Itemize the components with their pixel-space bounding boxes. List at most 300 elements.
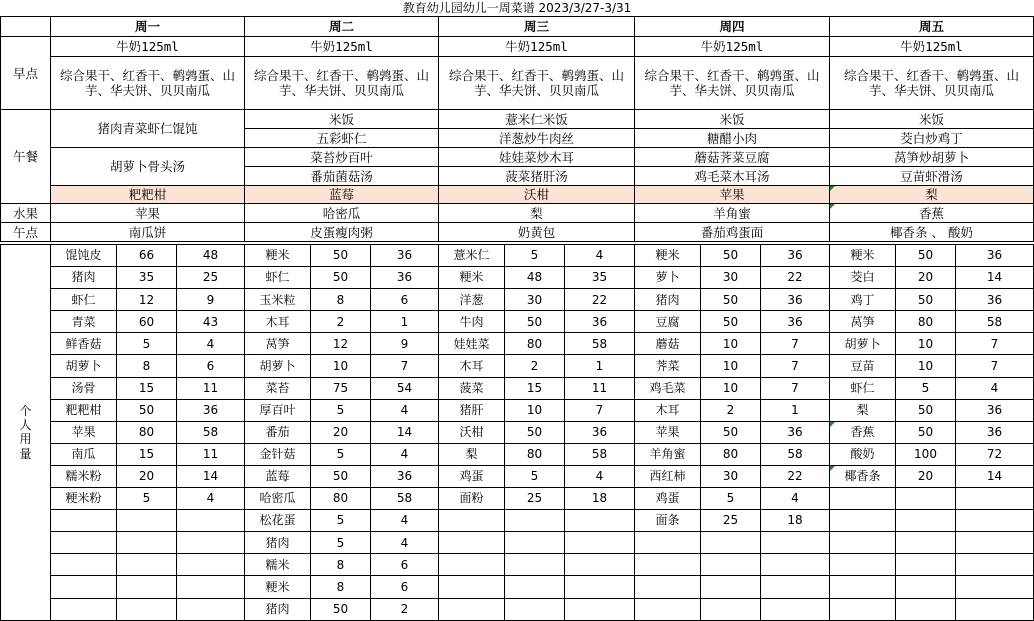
- milk-thu: 牛奶125ml: [635, 37, 830, 57]
- ingredient-thu: 鸡蛋: [635, 488, 701, 510]
- amount-a-thu: 10: [701, 333, 761, 355]
- ingredient-tue: 猪肉: [245, 532, 311, 554]
- ingredient-fri: 酸奶: [830, 443, 896, 465]
- amounts-label: [1, 245, 51, 621]
- amount-a-thu: 10: [701, 355, 761, 377]
- amount-b-fri: 14: [956, 465, 1034, 487]
- ingredient-fri: 茭白: [830, 267, 896, 289]
- amount-row: [1, 421, 1034, 443]
- amount-b-mon: [177, 598, 245, 620]
- amount-b-thu: 1: [761, 399, 830, 421]
- ingredient-mon: [51, 510, 117, 532]
- amount-b-mon: 36: [177, 399, 245, 421]
- ingredient-mon: 苹果: [51, 421, 117, 443]
- amount-b-mon: 14: [177, 465, 245, 487]
- breakfast-tue: 综合果干、红香干、鹌鹑蛋、山芋、华夫饼、贝贝南瓜: [245, 57, 439, 110]
- ingredient-fri: 椰香条: [830, 465, 896, 487]
- day-header-wed: 周三: [439, 17, 635, 37]
- ingredient-wed: 猪肝: [439, 399, 505, 421]
- ingredient-thu: 木耳: [635, 399, 701, 421]
- breakfast-thu: 综合果干、红香干、鹌鹑蛋、山芋、华夫饼、贝贝南瓜: [635, 57, 830, 110]
- lunch-wed-4: 菠菜猪肝汤: [439, 167, 635, 186]
- ingredient-fri: 虾仁: [830, 377, 896, 399]
- amount-b-wed: [565, 532, 635, 554]
- lunch-tue-3: 菜苔炒百叶: [245, 148, 439, 167]
- amount-a-mon: 60: [117, 311, 177, 333]
- amount-b-fri: 7: [956, 355, 1034, 377]
- page-title: 教育幼儿园幼儿一周菜谱 2023/3/27-3/31: [402, 1, 632, 15]
- ingredient-thu: [635, 532, 701, 554]
- amount-a-mon: 80: [117, 421, 177, 443]
- snack-thu: 番茄鸡蛋面: [635, 223, 830, 242]
- amount-b-tue: 4: [371, 399, 439, 421]
- amount-a-fri: 50: [896, 245, 956, 267]
- amount-row: [1, 532, 1034, 554]
- ingredient-mon: 糯米粉: [51, 465, 117, 487]
- amount-b-thu: 36: [761, 311, 830, 333]
- amount-row: [1, 488, 1034, 510]
- amount-b-wed: 58: [565, 333, 635, 355]
- ingredient-tue: 莴笋: [245, 333, 311, 355]
- amount-a-fri: 100: [896, 443, 956, 465]
- amount-b-mon: [177, 510, 245, 532]
- lunch-tue-4: 番茄菌菇汤: [245, 167, 439, 186]
- amount-b-fri: [956, 532, 1034, 554]
- amounts-label-char: 用: [19, 432, 32, 447]
- amount-b-tue: 4: [371, 532, 439, 554]
- ingredient-mon: [51, 598, 117, 620]
- amount-row: [1, 311, 1034, 333]
- ingredient-mon: [51, 576, 117, 598]
- ingredient-fri: 梨: [830, 399, 896, 421]
- ingredient-tue: 金针菇: [245, 443, 311, 465]
- amount-a-tue: 5: [311, 443, 371, 465]
- lunch-mon-1: 猪肉青菜虾仁馄饨: [51, 110, 245, 148]
- ingredient-thu: [635, 554, 701, 576]
- lunch-thu-3: 蘑菇荠菜豆腐: [635, 148, 830, 167]
- amount-b-wed: 11: [565, 377, 635, 399]
- lunch-mon-2: 胡萝卜骨头汤: [51, 148, 245, 186]
- amount-b-mon: 25: [177, 267, 245, 289]
- amount-a-tue: 12: [311, 333, 371, 355]
- amount-b-wed: 7: [565, 399, 635, 421]
- ingredient-tue: 猪肉: [245, 598, 311, 620]
- ingredient-tue: 虾仁: [245, 267, 311, 289]
- lunch-fri-2: 茭白炒鸡丁: [830, 129, 1034, 148]
- amount-b-fri: [956, 576, 1034, 598]
- breakfast-label: 早点: [1, 37, 51, 110]
- meals-table: [0, 36, 1034, 242]
- amount-a-fri: [896, 598, 956, 620]
- ingredient-fri: 胡萝卜: [830, 333, 896, 355]
- amount-b-thu: 36: [761, 421, 830, 443]
- amounts-label-char: 量: [19, 446, 32, 461]
- amount-row: [1, 554, 1034, 576]
- amount-b-mon: 4: [177, 488, 245, 510]
- ingredient-tue: 番茄: [245, 421, 311, 443]
- amount-a-wed: 5: [505, 245, 565, 267]
- amount-b-tue: 9: [371, 333, 439, 355]
- lunch-label: 午餐: [1, 110, 51, 204]
- amount-a-mon: [117, 554, 177, 576]
- ingredient-fri: [830, 576, 896, 598]
- fruit-thu: 羊角蜜: [635, 204, 830, 223]
- ingredient-tue: 粳米: [245, 245, 311, 267]
- ingredient-fri: 豆苗: [830, 355, 896, 377]
- lunch-fri-3: 莴笋炒胡萝卜: [830, 148, 1034, 167]
- ingredient-thu: 猪肉: [635, 289, 701, 311]
- amount-a-tue: 5: [311, 399, 371, 421]
- amount-row: [1, 267, 1034, 289]
- amount-b-thu: 22: [761, 465, 830, 487]
- ingredient-fri: 香蕉: [830, 421, 896, 443]
- amount-b-tue: 58: [371, 488, 439, 510]
- snack-label: 午点: [1, 223, 51, 242]
- lunch-wed-2: 洋葱炒牛肉丝: [439, 129, 635, 148]
- amount-b-wed: 1: [565, 355, 635, 377]
- amount-b-thu: 36: [761, 245, 830, 267]
- ingredient-tue: 蓝莓: [245, 465, 311, 487]
- amount-b-fri: 72: [956, 443, 1034, 465]
- ingredient-mon: 粑粑柑: [51, 399, 117, 421]
- amount-b-tue: 36: [371, 245, 439, 267]
- day-header-table: [0, 16, 1034, 37]
- fruit-label: 水果: [1, 204, 51, 223]
- corner-cell: [1, 17, 51, 37]
- amounts-table: [0, 244, 1034, 621]
- amount-a-wed: 48: [505, 267, 565, 289]
- amount-b-thu: 7: [761, 377, 830, 399]
- ingredient-fri: [830, 532, 896, 554]
- day-header-tue: 周二: [245, 17, 439, 37]
- amount-row: [1, 443, 1034, 465]
- amount-a-tue: 10: [311, 355, 371, 377]
- amount-a-wed: 10: [505, 399, 565, 421]
- amount-a-thu: 50: [701, 289, 761, 311]
- lunch-fri-1: 米饭: [830, 110, 1034, 129]
- amount-b-fri: 7: [956, 333, 1034, 355]
- amount-a-tue: 5: [311, 510, 371, 532]
- lunch-fruit-mon: 粑粑柑: [51, 186, 245, 204]
- ingredient-wed: 木耳: [439, 355, 505, 377]
- amount-a-tue: 8: [311, 576, 371, 598]
- amount-a-thu: 50: [701, 311, 761, 333]
- amount-a-mon: 5: [117, 333, 177, 355]
- amount-b-wed: 22: [565, 289, 635, 311]
- amount-a-tue: 2: [311, 311, 371, 333]
- lunch-fruit-thu: 苹果: [635, 186, 830, 204]
- amount-a-fri: 10: [896, 355, 956, 377]
- ingredient-wed: [439, 554, 505, 576]
- lunch-thu-2: 糖醋小肉: [635, 129, 830, 148]
- amount-b-fri: 36: [956, 399, 1034, 421]
- ingredient-wed: 面粉: [439, 488, 505, 510]
- amount-a-thu: 5: [701, 488, 761, 510]
- ingredient-fri: [830, 598, 896, 620]
- ingredient-tue: 玉米粒: [245, 289, 311, 311]
- amount-b-fri: [956, 488, 1034, 510]
- amount-a-wed: 50: [505, 311, 565, 333]
- amount-b-wed: 36: [565, 421, 635, 443]
- ingredient-fri: [830, 510, 896, 532]
- amount-a-mon: 5: [117, 488, 177, 510]
- amount-a-fri: 80: [896, 311, 956, 333]
- amount-a-thu: [701, 576, 761, 598]
- amount-a-wed: 25: [505, 488, 565, 510]
- amount-b-mon: 48: [177, 245, 245, 267]
- ingredient-fri: [830, 554, 896, 576]
- amount-b-mon: [177, 576, 245, 598]
- amount-a-fri: 50: [896, 399, 956, 421]
- amount-row: [1, 377, 1034, 399]
- milk-fri: 牛奶125ml: [830, 37, 1034, 57]
- amount-b-thu: [761, 532, 830, 554]
- ingredient-thu: 西红柿: [635, 465, 701, 487]
- amount-a-wed: [505, 510, 565, 532]
- ingredient-mon: 南瓜: [51, 443, 117, 465]
- fruit-mon: 苹果: [51, 204, 245, 223]
- amount-a-thu: 50: [701, 245, 761, 267]
- amount-row: [1, 333, 1034, 355]
- amount-a-thu: [701, 532, 761, 554]
- ingredient-wed: 牛肉: [439, 311, 505, 333]
- ingredient-mon: [51, 554, 117, 576]
- amount-a-tue: 75: [311, 377, 371, 399]
- amount-a-tue: 20: [311, 421, 371, 443]
- amount-b-mon: 58: [177, 421, 245, 443]
- amount-a-mon: 15: [117, 443, 177, 465]
- amount-b-fri: 4: [956, 377, 1034, 399]
- breakfast-wed: 综合果干、红香干、鹌鹑蛋、山芋、华夫饼、贝贝南瓜: [439, 57, 635, 110]
- amount-a-wed: 80: [505, 333, 565, 355]
- ingredient-fri: 粳米: [830, 245, 896, 267]
- snack-wed: 奶黄包: [439, 223, 635, 242]
- milk-wed: 牛奶125ml: [439, 37, 635, 57]
- amount-a-wed: 5: [505, 465, 565, 487]
- ingredient-tue: 松花蛋: [245, 510, 311, 532]
- ingredient-mon: 猪肉: [51, 267, 117, 289]
- ingredient-mon: 粳米粉: [51, 488, 117, 510]
- ingredient-mon: 鲜香菇: [51, 333, 117, 355]
- amount-row: [1, 510, 1034, 532]
- lunch-fruit-wed: 沃柑: [439, 186, 635, 204]
- ingredient-mon: 馄饨皮: [51, 245, 117, 267]
- ingredient-tue: 厚百叶: [245, 399, 311, 421]
- amount-b-tue: 6: [371, 554, 439, 576]
- amount-a-fri: 50: [896, 289, 956, 311]
- amount-b-thu: [761, 554, 830, 576]
- amount-a-mon: [117, 510, 177, 532]
- amount-b-mon: 11: [177, 443, 245, 465]
- amount-b-mon: [177, 554, 245, 576]
- ingredient-wed: 娃娃菜: [439, 333, 505, 355]
- lunch-tue-1: 米饭: [245, 110, 439, 129]
- amount-b-tue: 36: [371, 267, 439, 289]
- amount-a-thu: 80: [701, 443, 761, 465]
- ingredient-wed: 薏米仁: [439, 245, 505, 267]
- amounts-label-char: 人: [19, 417, 32, 432]
- day-header-mon: 周一: [51, 17, 245, 37]
- amount-a-fri: [896, 488, 956, 510]
- ingredient-thu: 苹果: [635, 421, 701, 443]
- ingredient-tue: 菜苔: [245, 377, 311, 399]
- ingredient-tue: 胡萝卜: [245, 355, 311, 377]
- ingredient-thu: [635, 576, 701, 598]
- fruit-fri: 香蕉: [830, 204, 1034, 223]
- amount-b-mon: 6: [177, 355, 245, 377]
- breakfast-fri: 综合果干、红香干、鹌鹑蛋、山芋、华夫饼、贝贝南瓜: [830, 57, 1034, 110]
- amount-b-thu: 22: [761, 267, 830, 289]
- milk-mon: 牛奶125ml: [51, 37, 245, 57]
- amount-a-wed: [505, 598, 565, 620]
- amount-a-mon: 8: [117, 355, 177, 377]
- day-header-thu: 周四: [635, 17, 830, 37]
- amount-a-wed: [505, 532, 565, 554]
- amount-a-tue: 50: [311, 465, 371, 487]
- ingredient-wed: 鸡蛋: [439, 465, 505, 487]
- ingredient-tue: 哈密瓜: [245, 488, 311, 510]
- amount-a-mon: 50: [117, 399, 177, 421]
- amount-b-wed: 4: [565, 245, 635, 267]
- amount-b-wed: 18: [565, 488, 635, 510]
- amount-b-fri: 14: [956, 267, 1034, 289]
- amount-a-mon: 20: [117, 465, 177, 487]
- amount-a-thu: 30: [701, 465, 761, 487]
- ingredient-wed: 沃柑: [439, 421, 505, 443]
- amount-a-wed: 50: [505, 421, 565, 443]
- fruit-wed: 梨: [439, 204, 635, 223]
- amount-b-tue: 6: [371, 576, 439, 598]
- ingredient-thu: 面条: [635, 510, 701, 532]
- amount-a-wed: 30: [505, 289, 565, 311]
- amount-a-thu: [701, 554, 761, 576]
- amount-b-fri: 36: [956, 289, 1034, 311]
- ingredient-wed: 粳米: [439, 267, 505, 289]
- amount-a-tue: 80: [311, 488, 371, 510]
- lunch-wed-3: 娃娃菜炒木耳: [439, 148, 635, 167]
- amount-b-thu: 58: [761, 443, 830, 465]
- amount-b-fri: 36: [956, 421, 1034, 443]
- amount-b-thu: 7: [761, 333, 830, 355]
- amount-b-thu: [761, 576, 830, 598]
- amount-a-fri: [896, 554, 956, 576]
- ingredient-fri: 莴笋: [830, 311, 896, 333]
- lunch-thu-1: 米饭: [635, 110, 830, 129]
- amount-a-thu: 10: [701, 377, 761, 399]
- amount-a-thu: 50: [701, 421, 761, 443]
- ingredient-fri: [830, 488, 896, 510]
- amount-b-wed: 58: [565, 443, 635, 465]
- amount-b-fri: 36: [956, 245, 1034, 267]
- amount-b-wed: [565, 554, 635, 576]
- ingredient-thu: 粳米: [635, 245, 701, 267]
- amount-a-fri: 5: [896, 377, 956, 399]
- amount-a-fri: 20: [896, 267, 956, 289]
- ingredient-mon: 虾仁: [51, 289, 117, 311]
- amount-a-tue: 8: [311, 554, 371, 576]
- amount-b-thu: 18: [761, 510, 830, 532]
- ingredient-mon: 汤骨: [51, 377, 117, 399]
- amount-a-tue: 5: [311, 532, 371, 554]
- ingredient-thu: 鸡毛菜: [635, 377, 701, 399]
- amount-b-tue: 7: [371, 355, 439, 377]
- ingredient-mon: 胡萝卜: [51, 355, 117, 377]
- amount-a-fri: [896, 532, 956, 554]
- amount-b-tue: 36: [371, 465, 439, 487]
- ingredient-tue: 糯米: [245, 554, 311, 576]
- breakfast-mon: 综合果干、红香干、鹌鹑蛋、山芋、华夫饼、贝贝南瓜: [51, 57, 245, 110]
- amount-row: [1, 289, 1034, 311]
- amount-a-wed: [505, 554, 565, 576]
- amount-b-tue: 1: [371, 311, 439, 333]
- amount-row: [1, 598, 1034, 620]
- amount-a-wed: 2: [505, 355, 565, 377]
- amount-row: [1, 399, 1034, 421]
- amount-a-wed: 80: [505, 443, 565, 465]
- ingredient-wed: [439, 576, 505, 598]
- ingredient-thu: 萝卜: [635, 267, 701, 289]
- lunch-fruit-fri: 梨: [830, 186, 1034, 204]
- amount-b-tue: 14: [371, 421, 439, 443]
- ingredient-wed: 梨: [439, 443, 505, 465]
- ingredient-mon: [51, 532, 117, 554]
- ingredient-thu: 荠菜: [635, 355, 701, 377]
- amount-b-fri: [956, 510, 1034, 532]
- amount-a-mon: 12: [117, 289, 177, 311]
- amount-a-thu: [701, 598, 761, 620]
- amount-a-fri: 20: [896, 465, 956, 487]
- amount-a-tue: 50: [311, 598, 371, 620]
- snack-tue: 皮蛋瘦肉粥: [245, 223, 439, 242]
- amount-a-tue: 50: [311, 267, 371, 289]
- amount-b-mon: 11: [177, 377, 245, 399]
- amount-a-mon: [117, 598, 177, 620]
- amount-a-mon: 66: [117, 245, 177, 267]
- amount-b-tue: 4: [371, 510, 439, 532]
- amount-a-wed: 15: [505, 377, 565, 399]
- ingredient-thu: 蘑菇: [635, 333, 701, 355]
- amount-b-fri: [956, 554, 1034, 576]
- milk-tue: 牛奶125ml: [245, 37, 439, 57]
- ingredient-thu: [635, 598, 701, 620]
- amount-b-fri: [956, 598, 1034, 620]
- amount-b-wed: 36: [565, 311, 635, 333]
- amount-row: [1, 576, 1034, 598]
- amount-b-mon: [177, 532, 245, 554]
- amount-b-tue: 2: [371, 598, 439, 620]
- amount-a-wed: [505, 576, 565, 598]
- amount-b-thu: 36: [761, 289, 830, 311]
- amount-a-fri: 50: [896, 421, 956, 443]
- ingredient-tue: 木耳: [245, 311, 311, 333]
- amount-b-mon: 43: [177, 311, 245, 333]
- ingredient-wed: [439, 532, 505, 554]
- amount-b-wed: [565, 576, 635, 598]
- lunch-fruit-tue: 蓝莓: [245, 186, 439, 204]
- amount-b-mon: 4: [177, 333, 245, 355]
- amount-a-fri: [896, 510, 956, 532]
- amount-a-mon: 35: [117, 267, 177, 289]
- amount-b-tue: 6: [371, 289, 439, 311]
- amount-b-fri: 58: [956, 311, 1034, 333]
- ingredient-wed: 洋葱: [439, 289, 505, 311]
- ingredient-wed: [439, 510, 505, 532]
- amount-a-thu: 30: [701, 267, 761, 289]
- lunch-wed-1: 薏米仁米饭: [439, 110, 635, 129]
- amount-a-fri: 10: [896, 333, 956, 355]
- amount-a-thu: 2: [701, 399, 761, 421]
- amount-a-fri: [896, 576, 956, 598]
